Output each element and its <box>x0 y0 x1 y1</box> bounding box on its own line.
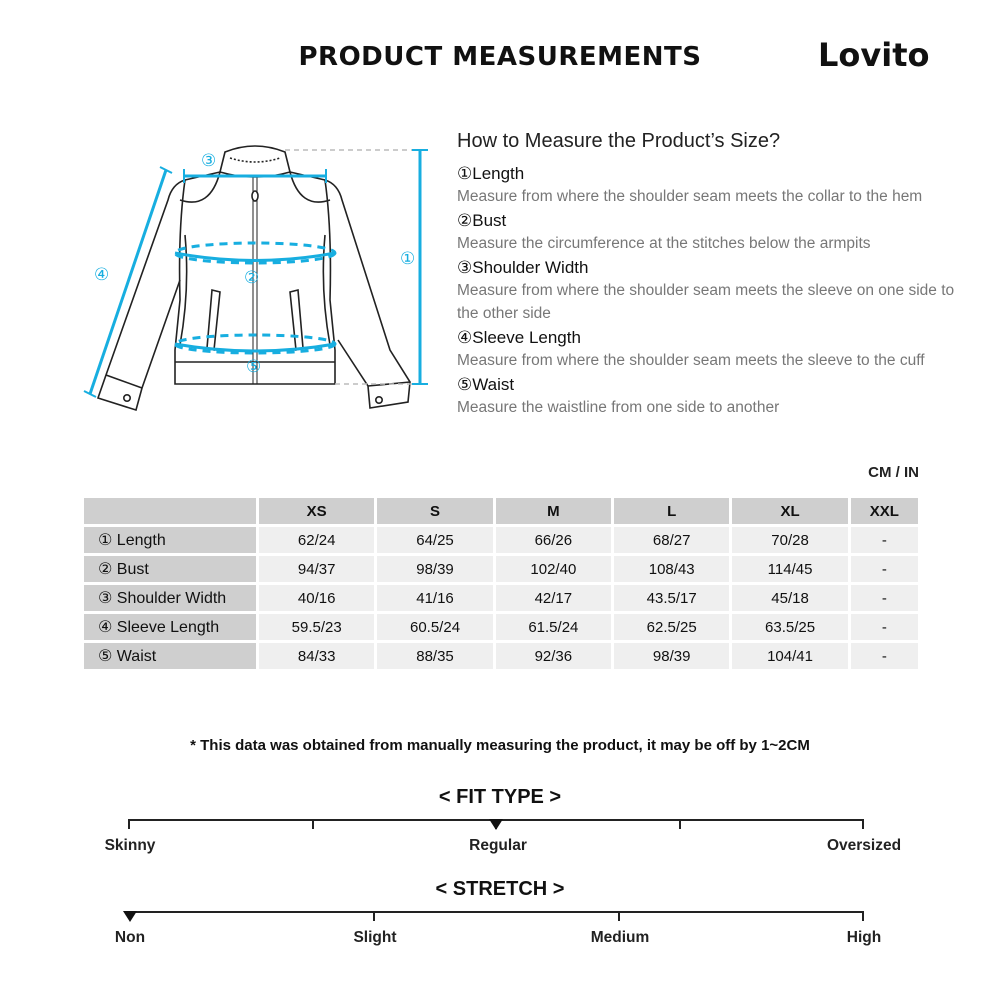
measure-item <box>457 257 987 325</box>
table-cell: 41/16 <box>377 585 492 611</box>
marker-bust: ② <box>244 268 260 288</box>
table-cell: - <box>851 527 918 553</box>
table-cell: 45/18 <box>732 585 847 611</box>
fit-type-label-regular: Regular <box>469 837 527 854</box>
stretch-tick <box>618 911 620 921</box>
table-row <box>84 614 918 640</box>
unit-label: CM / IN <box>868 464 919 481</box>
table-cell: 104/41 <box>732 643 847 669</box>
row-label: ① Length <box>84 527 256 553</box>
measure-item <box>457 374 987 419</box>
stretch-title: < STRETCH > <box>435 878 565 900</box>
stretch-label-medium: Medium <box>590 929 650 946</box>
fit-type-label-skinny: Skinny <box>104 837 156 854</box>
measure-desc: Measure from where the shoulder seam meets the collar to the hem <box>457 188 923 205</box>
corner-cell <box>84 498 256 524</box>
row-label: ② Bust <box>84 556 256 582</box>
table-row <box>84 556 918 582</box>
size-header: XL <box>732 498 847 524</box>
fit-type-title: < FIT TYPE > <box>438 786 562 808</box>
table-cell: 68/27 <box>614 527 729 553</box>
table-cell: 98/39 <box>614 643 729 669</box>
jacket-measurement-diagram <box>80 140 440 420</box>
table-cell: 114/45 <box>732 556 847 582</box>
size-header: L <box>614 498 729 524</box>
table-cell: - <box>851 643 918 669</box>
table-cell: 108/43 <box>614 556 729 582</box>
fit-type-tick <box>862 819 864 829</box>
table-cell: 42/17 <box>496 585 611 611</box>
table-cell: 92/36 <box>496 643 611 669</box>
table-row <box>84 585 918 611</box>
measure-name: ②Bust <box>457 211 507 230</box>
measure-name: ④Sleeve Length <box>457 328 581 347</box>
row-label: ④ Sleeve Length <box>84 614 256 640</box>
stretch-scale-line <box>129 911 864 913</box>
table-cell: 43.5/17 <box>614 585 729 611</box>
table-cell: 70/28 <box>732 527 847 553</box>
stretch-label-non: Non <box>114 929 146 946</box>
table-header-row <box>84 498 918 524</box>
howto-title: How to Measure the Product’s Size? <box>457 130 781 152</box>
table-cell: 98/39 <box>377 556 492 582</box>
size-header: XXL <box>851 498 918 524</box>
table-cell: - <box>851 556 918 582</box>
table-cell: 62.5/25 <box>614 614 729 640</box>
table-row <box>84 643 918 669</box>
marker-waist: ⑤ <box>246 357 262 377</box>
fit-type-tick <box>679 819 681 829</box>
stretch-label-high: High <box>846 929 882 946</box>
page-title: PRODUCT MEASUREMENTS <box>298 42 702 72</box>
fit-type-tick <box>312 819 314 829</box>
size-header: S <box>377 498 492 524</box>
measure-item <box>457 163 987 208</box>
how-to-measure-section <box>457 130 987 421</box>
table-cell: 63.5/25 <box>732 614 847 640</box>
table-cell: 66/26 <box>496 527 611 553</box>
table-cell: 84/33 <box>259 643 374 669</box>
measure-name: ①Length <box>457 164 525 183</box>
disclaimer-note: * This data was obtained from manually measuring the product, it may be off by 1~2CM <box>190 737 810 754</box>
stretch-selected-marker <box>123 911 137 922</box>
fit-type-tick <box>128 819 130 829</box>
stretch-tick <box>373 911 375 921</box>
row-label: ③ Shoulder Width <box>84 585 256 611</box>
marker-sleeve: ④ <box>94 265 110 285</box>
fit-type-label-oversized: Oversized <box>826 837 902 854</box>
stretch-tick <box>862 911 864 921</box>
measure-desc: Measure from where the shoulder seam meets the sleeve to the cuff <box>457 352 925 369</box>
table-cell: 94/37 <box>259 556 374 582</box>
table-cell: 102/40 <box>496 556 611 582</box>
table-cell: 62/24 <box>259 527 374 553</box>
measure-name: ⑤Waist <box>457 375 515 394</box>
measure-desc: Measure from where the shoulder seam meets the sleeve on one side to the other side <box>457 282 955 322</box>
brand-logo: Lovito <box>818 36 930 74</box>
marker-shoulder: ③ <box>201 151 217 171</box>
table-cell: 64/25 <box>377 527 492 553</box>
table-cell: - <box>851 614 918 640</box>
marker-length: ① <box>400 249 416 269</box>
size-header: M <box>496 498 611 524</box>
size-table <box>81 495 921 672</box>
table-cell: 88/35 <box>377 643 492 669</box>
row-label: ⑤ Waist <box>84 643 256 669</box>
table-cell: 61.5/24 <box>496 614 611 640</box>
measure-item <box>457 327 987 372</box>
measure-item <box>457 210 987 255</box>
table-row <box>84 527 918 553</box>
size-header: XS <box>259 498 374 524</box>
table-cell: 60.5/24 <box>377 614 492 640</box>
table-cell: - <box>851 585 918 611</box>
table-cell: 40/16 <box>259 585 374 611</box>
table-cell: 59.5/23 <box>259 614 374 640</box>
measure-desc: Measure the waistline from one side to another <box>457 399 780 416</box>
measurement-markers <box>94 151 415 377</box>
fit-type-selected-marker <box>489 819 503 830</box>
measure-desc: Measure the circumference at the stitches below the armpits <box>457 235 871 252</box>
measure-name: ③Shoulder Width <box>457 258 589 277</box>
stretch-label-slight: Slight <box>353 929 397 946</box>
